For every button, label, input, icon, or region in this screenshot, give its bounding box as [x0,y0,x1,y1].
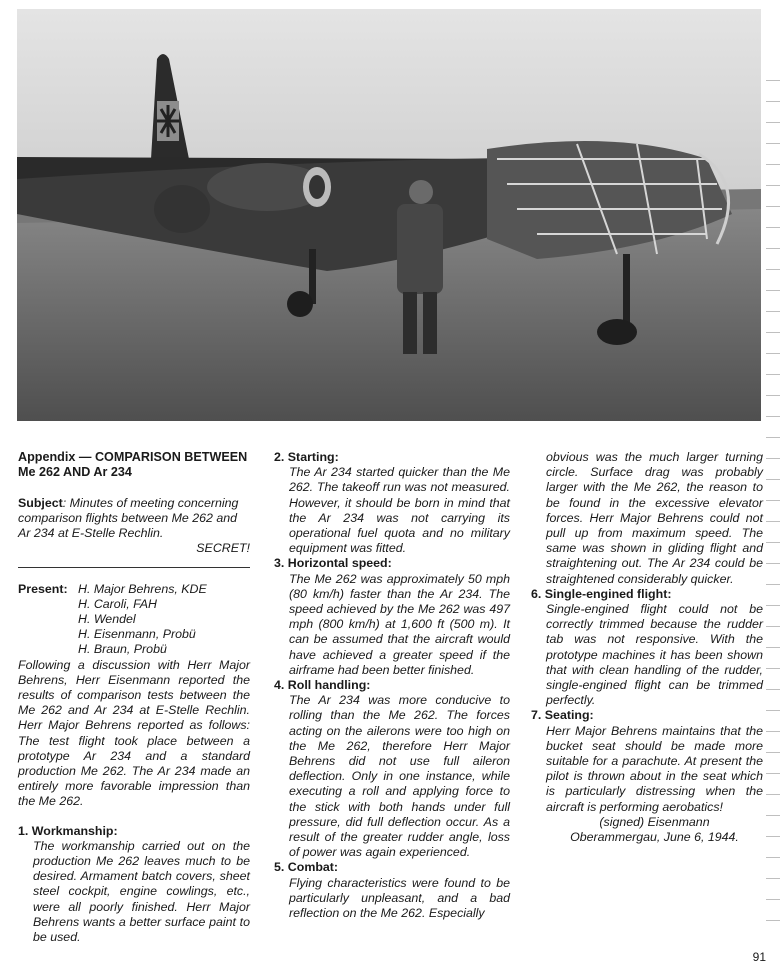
page-edge-marks [766,60,780,940]
section-7-title: 7. Seating: [531,708,594,723]
section-6-text: Single-engined flight could not be correctly trimmed because the rudder tab was not responsive. With the prototype machines it has been shown that with clean handling of the rudder, single-engined flight can be trimmed perfectly. [546,602,763,708]
section-2-title: 2. Starting: [274,450,339,464]
present-names [78,582,207,658]
column-1 [18,450,250,945]
attendee: H. Braun, Probü [78,642,167,657]
section-5-continued: obvious was the much larger turning circle. Surface drag was probably larger with the Me 262, the reason to be found in the excessive elevator forces. Herr Major Behrens could not pull up from maximum speed. The same was shown in gliding flight and straightening out. The Ar 234 could be straightened considerably quicker. [546,450,763,586]
section-2-text: The Ar 234 started quicker than the Me 262. The takeoff run was not measured. However, it should be born in mind that the Ar 234 was not carrying its operational fuel quota and no military equipment was fitted. [289,465,510,556]
column-2 [274,450,510,921]
divider [18,567,250,568]
section-1-title: 1. Workmanship: [18,823,118,838]
subject-paragraph [18,496,250,542]
aircraft-photo [17,9,761,421]
signature-name: (signed) Eisenmann [599,814,710,829]
section-5-title: 5. Combat: [274,860,339,875]
section-6-title: 6. Single-engined flight: [531,586,672,601]
section-4-text: The Ar 234 was more conducive to rolling than the Me 262. The forces acting on the ailerons were too high on the Me 262, therefore Herr Major Behrens did not use full aileron deflection. Only in one instance, while executing a roll and applying force to the stick with both hands under full pressure, did full deflection occur. As a result of the greater rudder angle, loss of power was again experienced. [289,693,510,860]
appendix-title: Appendix — COMPARISON BETWEEN Me 262 AND Ar 234 [18,450,248,480]
intro-paragraph: Following a discussion with Herr Major Behrens, Herr Eisenmann reported the results of comparison tests between the Me 262 and Ar 234 at E-Stelle Rechlin. Herr Major Behrens reported as follows: The test flight took place between a prototype Ar 234 and a standard production Me 262. The Ar 234 made an entirely more favorable impression than the Me 262. [18,657,250,809]
classification-label: SECRET! [196,541,250,556]
present-label: Present: [18,581,68,596]
section-5-text: Flying characteristics were found to be particularly unpleasant, and a bad reflection on the Me 262. Especially [289,875,510,921]
attendee: H. Wendel [78,612,136,627]
section-3-title: 3. Horizontal speed: [274,556,392,571]
column-3 [531,450,763,845]
present-list [18,582,250,658]
attendee: H. Eisenmann, Probü [78,627,196,642]
subject-label: Subject [18,495,63,510]
subject-text: : Minutes of meeting concerning comparison flights between Me 262 and Ar 234 at E-Stelle Rechlin. [18,495,239,541]
attendee: H. Major Behrens, KDE [78,581,207,596]
section-1-text: The workmanship carried out on the production Me 262 leaves much to be desired. Armament batch covers, sheet steel cockpit, engine cowlings, etc., were all poorly finished. Herr Major Behrens wants a better surface paint to be used. [33,838,250,945]
attendee: H. Caroli, FAH [78,596,157,611]
section-7-text: Herr Major Behrens maintains that the bucket seat should be made more suitable for a parachute. At present the pilot is thrown about in the seat which is particularly distressing when the aircraft is performing aerobatics! [546,723,763,814]
signature-place-date: Oberammergau, June 6, 1944. [570,830,739,845]
section-4-title: 4. Roll handling: [274,678,371,693]
page-number: 91 [752,950,766,964]
section-3-text: The Me 262 was approximately 50 mph (80 km/h) faster than the Ar 234. The speed achieved by the Me 262 was 497 mph (800 km/h) at 1,600 ft (500 m). It can be assumed that the aircraft would have achieved a greater speed if the airframe had been better finished. [289,571,510,677]
